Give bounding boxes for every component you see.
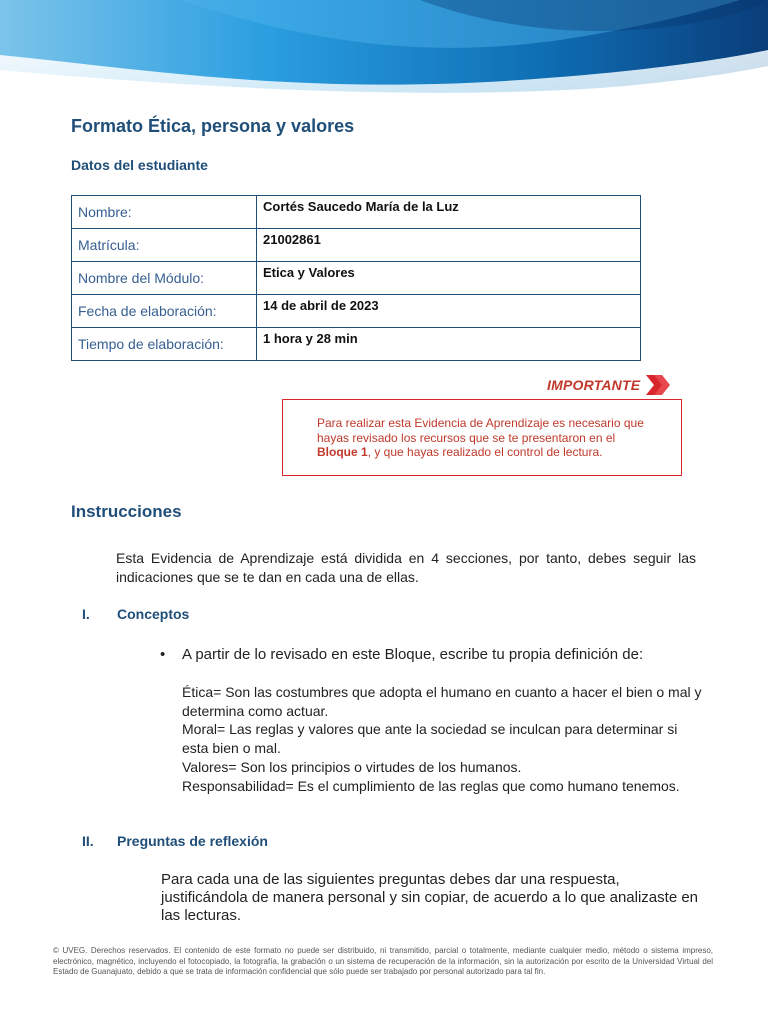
important-notice-text: [317, 416, 657, 460]
notice-bold: Bloque 1: [317, 445, 368, 459]
definition-valores: Valores= Son los principios o virtudes de los humanos.: [182, 758, 522, 775]
definition-responsabilidad: Responsabilidad= Es el cumplimiento de las reglas que como humano tenemos.: [182, 777, 680, 794]
important-tag: [547, 373, 672, 397]
table-row: [72, 229, 641, 262]
notice-text-1: Para realizar esta Evidencia de Aprendizaje es necesario que hayas revisado los recursos que se te presentaron en el: [317, 416, 644, 445]
time-value: 1 hora y 28 min: [257, 328, 641, 361]
table-row: [72, 262, 641, 295]
date-value: 14 de abril de 2023: [257, 295, 641, 328]
instructions-intro: Esta Evidencia de Aprendizaje está dividida en 4 secciones, por tanto, debes seguir las indicaciones que se te dan en cada una de ellas.: [116, 550, 696, 585]
id-value: 21002861: [257, 229, 641, 262]
header-banner: [0, 0, 768, 96]
important-notice-box: [282, 399, 682, 476]
table-row: [72, 295, 641, 328]
reflection-instructions: Para cada una de las siguientes preguntas debes dar una respuesta, justificándola de manera personal y sin copiar, de acuerdo a lo que analizaste en las lecturas.: [161, 871, 699, 924]
notice-text-2: , y que hayas realizado el control de lectura.: [367, 445, 603, 459]
bullet-icon: •: [160, 646, 166, 663]
id-label: Matrícula:: [72, 229, 257, 262]
time-label: Tiempo de elaboración:: [72, 328, 257, 361]
list-item: [160, 646, 643, 663]
date-label: Fecha de elaboración:: [72, 295, 257, 328]
name-label: Nombre:: [72, 196, 257, 229]
module-label: Nombre del Módulo:: [72, 262, 257, 295]
section-title: Conceptos: [117, 606, 190, 622]
definition-etica: Ética= Son las costumbres que adopta el humano en cuanto a hacer el bien o mal y determina como actuar.: [182, 684, 702, 719]
definition-moral: Moral= Las reglas y valores que ante la sociedad se inculcan para determinar si esta bien o mal.: [182, 721, 678, 757]
table-row: [72, 328, 641, 361]
name-value: Cortés Saucedo María de la Luz: [257, 196, 641, 229]
section-number: I.: [82, 606, 90, 622]
student-data-heading: Datos del estudiante: [71, 157, 208, 173]
instructions-heading: Instrucciones: [71, 502, 182, 521]
module-value: Etica y Valores: [257, 262, 641, 295]
bullet-text: A partir de lo revisado en este Bloque, escribe tu propia definición de:: [182, 646, 644, 663]
section-title: Preguntas de reflexión: [117, 833, 268, 849]
definitions-block: [182, 683, 702, 795]
double-chevron-icon: [644, 373, 672, 397]
important-label: IMPORTANTE: [547, 377, 641, 393]
document-title: Formato Ética, persona y valores: [71, 116, 355, 136]
copyright-footer: © UVEG. Derechos reservados. El contenido de este formato no puede ser distribuido, ni transmitido, parcial o totalmente, mediante cualquier medio, método o sistema impreso, electrónico, magnético, incluyendo el fotocopiado, la fotografía, la grabación o un sistema de recuperación de la información, sin la autorización por escrito de la Universidad Virtual del Estado de Guanajuato, debido a que se trata de información confidencial que sólo puede ser trabajado por personal autorizado para tal fin.: [53, 946, 713, 976]
section-number: II.: [82, 833, 94, 849]
student-data-table: [71, 195, 641, 361]
table-row: [72, 196, 641, 229]
